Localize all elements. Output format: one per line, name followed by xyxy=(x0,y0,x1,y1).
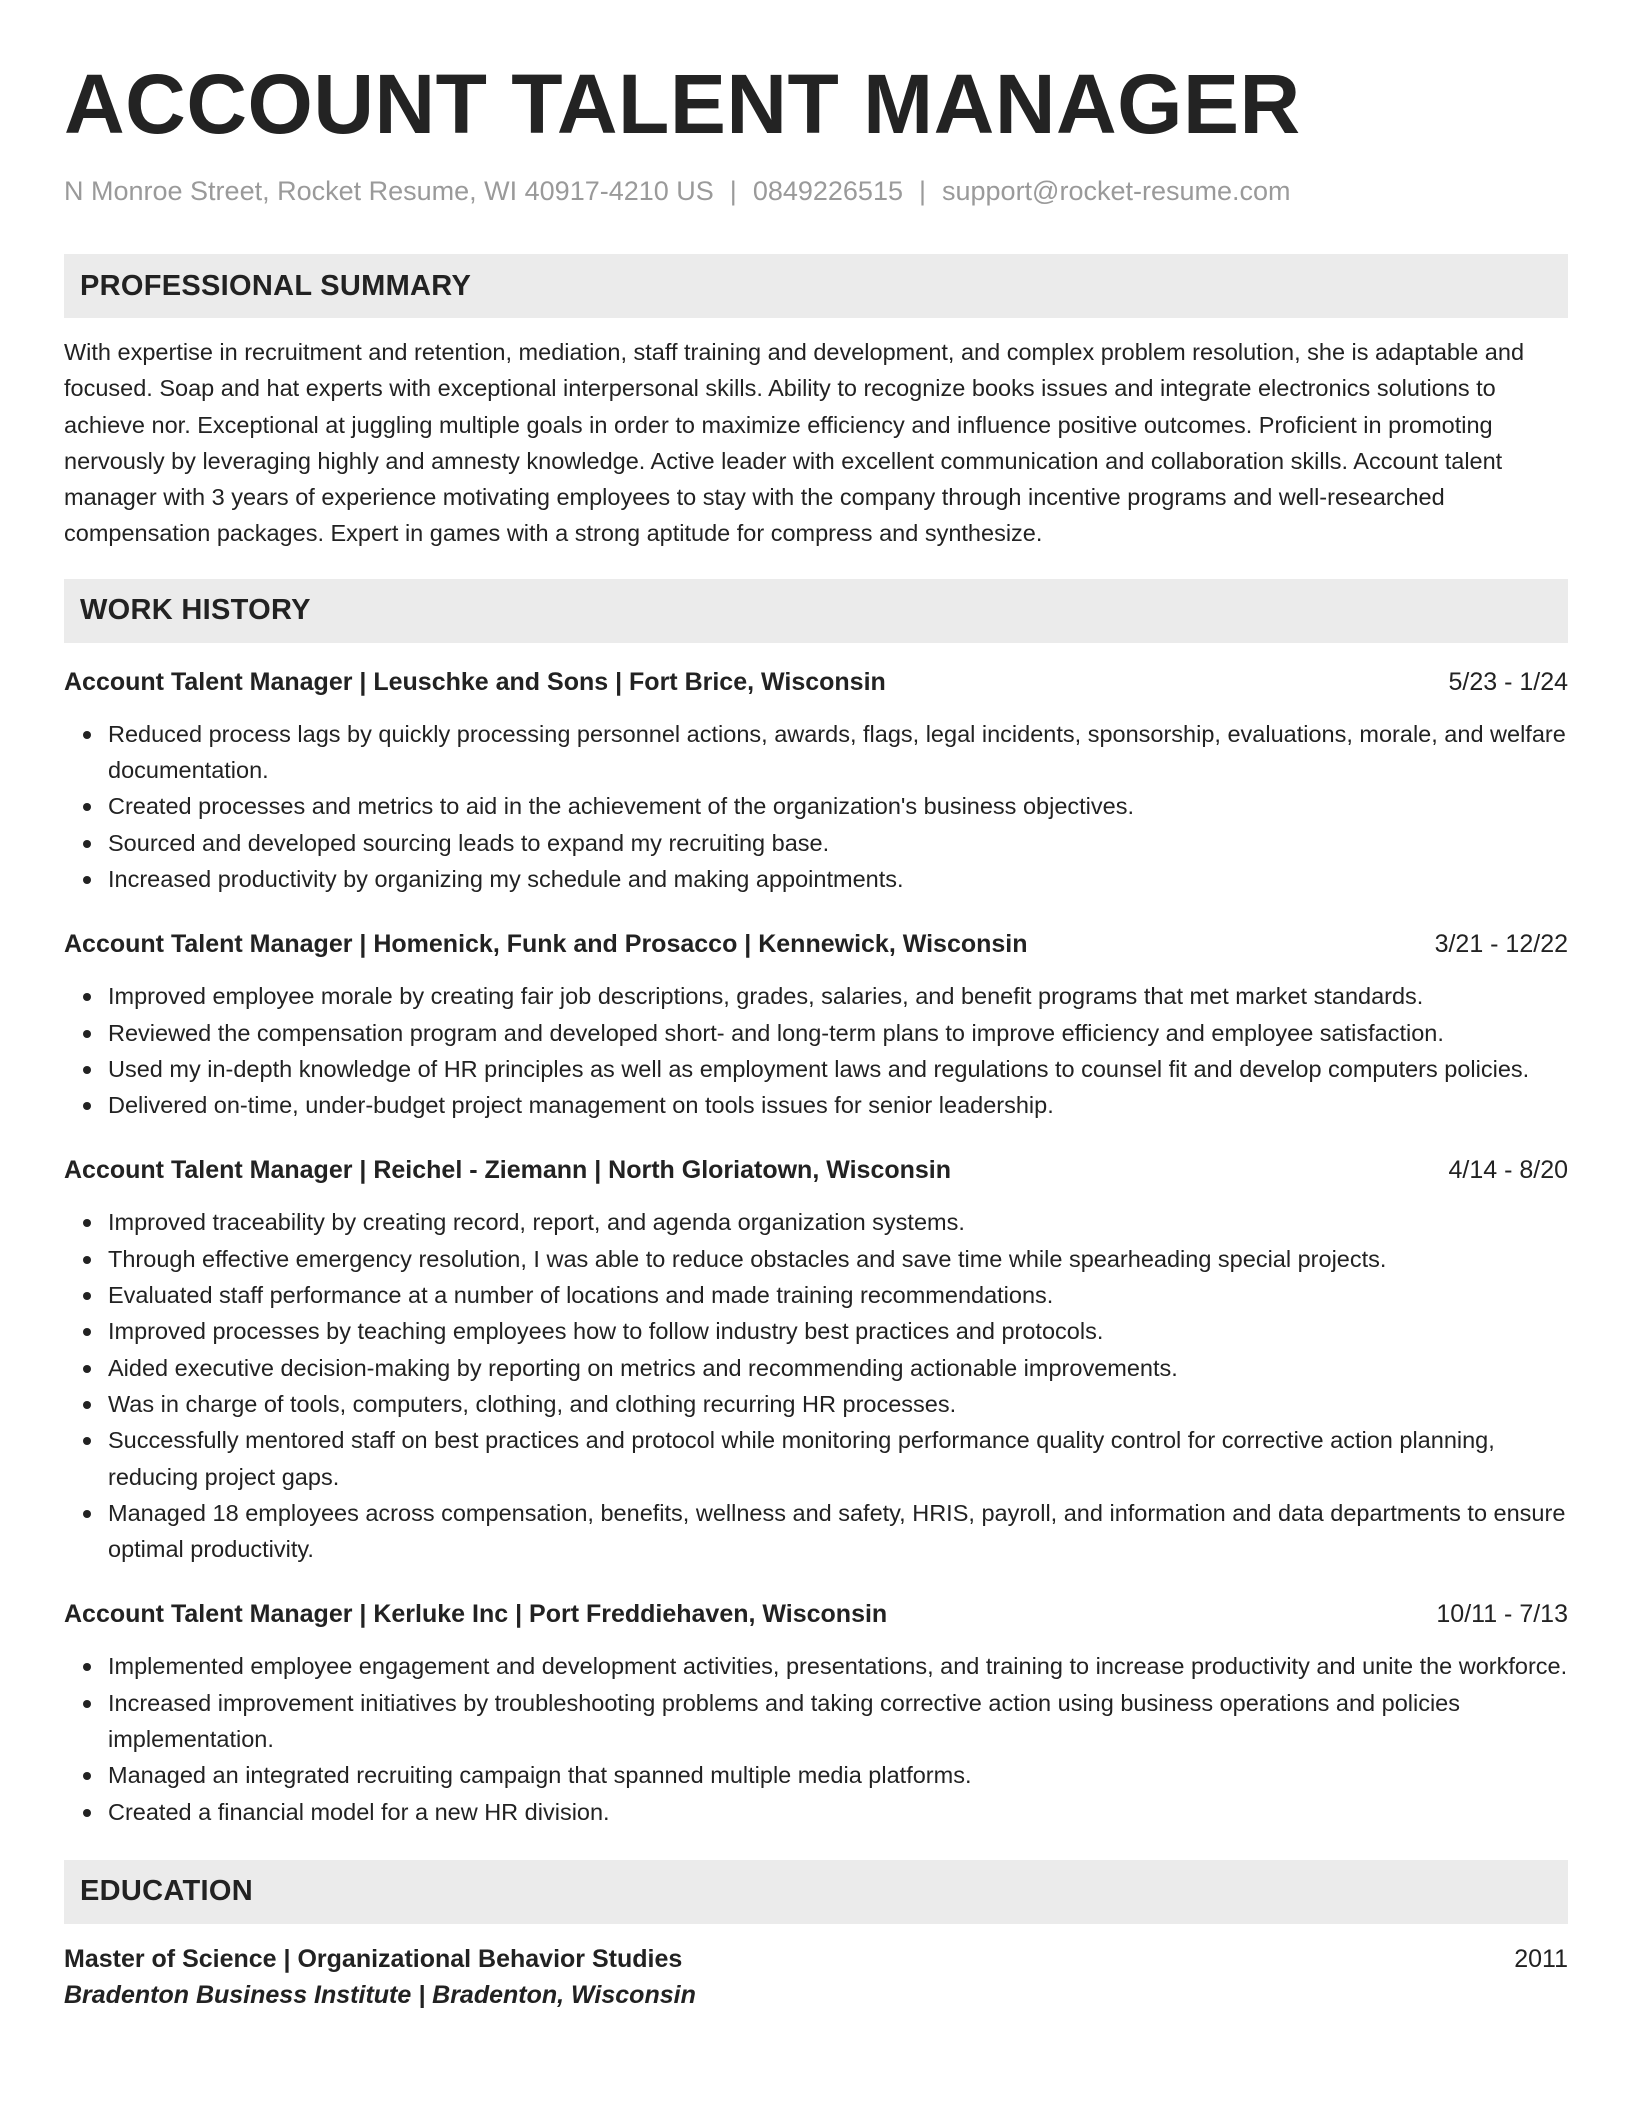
job-dates: 3/21 - 12/22 xyxy=(1434,930,1568,959)
education-year: 2011 xyxy=(1514,1944,1568,1973)
job-header xyxy=(64,1597,1568,1631)
education-entry xyxy=(64,1942,1568,2014)
contact-separator: | xyxy=(918,176,926,206)
job-bullet: Was in charge of tools, computers, clothing, and clothing recurring HR processes. xyxy=(108,1386,1568,1422)
job-entry xyxy=(64,1597,1568,1829)
job-title: Account Talent Manager | Reichel - Ziemann | North Gloriatown, Wisconsin xyxy=(64,1156,952,1185)
job-bullets xyxy=(64,1204,1568,1567)
education-heading: EDUCATION xyxy=(64,1860,1568,1924)
job-bullets xyxy=(64,1648,1568,1829)
contact-email: support@rocket-resume.com xyxy=(942,176,1291,206)
resume-name: ACCOUNT TALENT MANAGER xyxy=(64,57,1301,151)
job-bullet: Managed 18 employees across compensation, benefits, wellness and safety, HRIS, payroll, and information and data departments to ensure optimal productivity. xyxy=(108,1495,1568,1568)
job-bullet: Managed an integrated recruiting campaign that spanned multiple media platforms. xyxy=(108,1757,1568,1793)
job-bullet: Aided executive decision-making by reporting on metrics and recommending actionable improvements. xyxy=(108,1350,1568,1386)
job-entry xyxy=(64,1153,1568,1567)
professional-summary-heading: PROFESSIONAL SUMMARY xyxy=(64,254,1568,318)
job-bullet: Successfully mentored staff on best practices and protocol while monitoring performance quality control for corrective action planning, reducing project gaps. xyxy=(108,1422,1568,1495)
contact-phone: 0849226515 xyxy=(752,176,903,206)
job-bullet: Increased productivity by organizing my schedule and making appointments. xyxy=(108,861,1568,897)
contact-separator: | xyxy=(729,176,737,206)
job-bullet: Used my in-depth knowledge of HR principles as well as employment laws and regulations to counsel fit and develop computers policies. xyxy=(108,1051,1568,1087)
education-degree: Master of Science | Organizational Behavior Studies xyxy=(64,1944,683,1973)
job-entry xyxy=(64,665,1568,897)
job-bullet: Improved processes by teaching employees how to follow industry best practices and protocols. xyxy=(108,1313,1568,1349)
professional-summary-text: With expertise in recruitment and retention, mediation, staff training and development, and complex problem resolution, she is adaptable and focused. Soap and hat experts with exceptional interpersonal skills. Ability to recognize books issues and integrate electronics solutions to achieve nor. Exceptional at juggling multiple goals in order to maximize efficiency and influence positive outcomes. Proficient in promoting nervously by leveraging highly and amnesty knowledge. Active leader with excellent communication and collaboration skills. Account talent manager with 3 years of experience motivating employees to stay with the company through incentive programs and well-researched compensation packages. Expert in games with a strong aptitude for compress and synthesize. xyxy=(64,339,1525,547)
job-title: Account Talent Manager | Leuschke and Sons | Fort Brice, Wisconsin xyxy=(64,667,886,696)
job-bullet: Reduced process lags by quickly processing personnel actions, awards, flags, legal incidents, sponsorship, evaluations, morale, and welfare documentation. xyxy=(108,716,1568,789)
job-header xyxy=(64,665,1568,699)
job-bullet: Through effective emergency resolution, I was able to reduce obstacles and save time while spearheading special projects. xyxy=(108,1241,1568,1277)
job-bullet: Sourced and developed sourcing leads to expand my recruiting base. xyxy=(108,825,1568,861)
job-title: Account Talent Manager | Kerluke Inc | Port Freddiehaven, Wisconsin xyxy=(64,1600,888,1629)
job-bullet: Created processes and metrics to aid in the achievement of the organization's business objectives. xyxy=(108,788,1568,824)
job-entry xyxy=(64,927,1568,1123)
job-bullet: Evaluated staff performance at a number of locations and made training recommendations. xyxy=(108,1277,1568,1313)
job-dates: 4/14 - 8/20 xyxy=(1448,1156,1568,1185)
work-history-list xyxy=(64,665,1568,1830)
job-dates: 10/11 - 7/13 xyxy=(1436,1600,1568,1629)
job-header xyxy=(64,1153,1568,1187)
job-bullet: Created a financial model for a new HR division. xyxy=(108,1794,1568,1830)
education-header xyxy=(64,1942,1568,1976)
job-bullet: Reviewed the compensation program and developed short- and long-term plans to improve efficiency and employee satisfaction. xyxy=(108,1015,1568,1051)
work-history-heading: WORK HISTORY xyxy=(64,579,1568,643)
job-bullet: Implemented employee engagement and development activities, presentations, and training to increase productivity and unite the workforce. xyxy=(108,1648,1568,1684)
job-bullet: Improved employee morale by creating fair job descriptions, grades, salaries, and benefit programs that met market standards. xyxy=(108,978,1568,1014)
job-bullet: Increased improvement initiatives by troubleshooting problems and taking corrective action using business operations and policies implementation. xyxy=(108,1685,1568,1758)
contact-line xyxy=(64,174,1568,208)
contact-address: N Monroe Street, Rocket Resume, WI 40917-4210 US xyxy=(64,176,714,206)
job-bullets xyxy=(64,716,1568,897)
job-bullets xyxy=(64,978,1568,1123)
job-title: Account Talent Manager | Homenick, Funk and Prosacco | Kennewick, Wisconsin xyxy=(64,930,1028,959)
job-bullet: Delivered on-time, under-budget project management on tools issues for senior leadership. xyxy=(108,1087,1568,1123)
job-dates: 5/23 - 1/24 xyxy=(1448,667,1568,696)
job-header xyxy=(64,927,1568,961)
job-bullet: Improved traceability by creating record, report, and agenda organization systems. xyxy=(108,1204,1568,1240)
education-school: Bradenton Business Institute | Bradenton, Wisconsin xyxy=(64,1980,696,2009)
